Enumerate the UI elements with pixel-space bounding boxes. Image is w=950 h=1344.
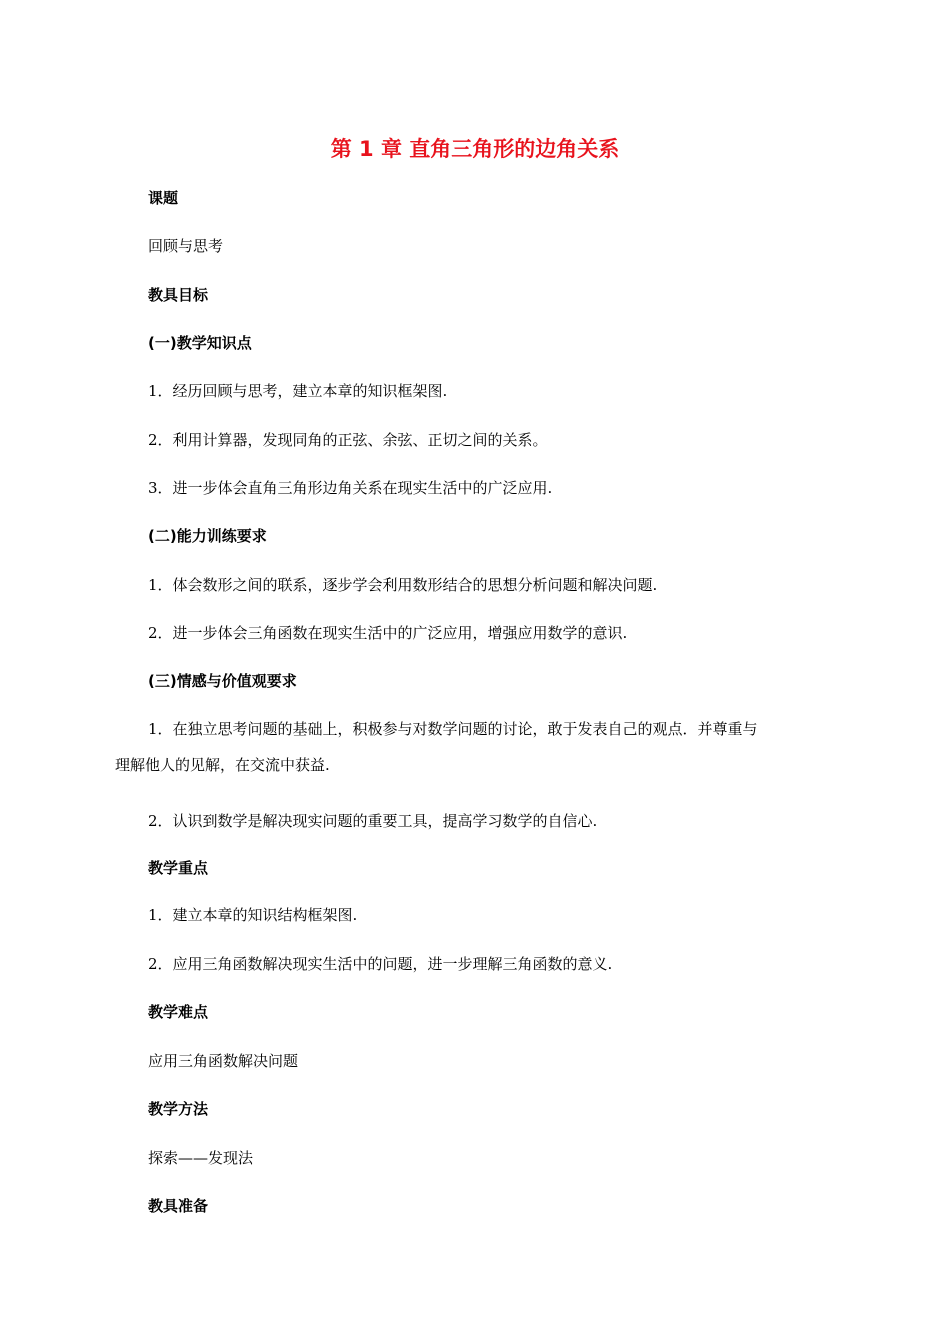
knowledge-item-1: 1．经历回顾与思考，建立本章的知识框架图. — [148, 382, 448, 400]
chapter-title: 第 1 章 直角三角形的边角关系 — [330, 137, 620, 161]
key-point-item-2: 2．应用三角函数解决现实生活中的问题，进一步理解三角函数的意义. — [148, 955, 613, 973]
method-value: 探索——发现法 — [148, 1149, 254, 1167]
method-heading: 教学方法 — [148, 1100, 209, 1118]
emotion-item-1-line-1: 1．在独立思考问题的基础上，积极参与对数学问题的讨论，敢于发表自己的观点．并尊重与 — [148, 720, 758, 738]
goals-heading: 教具目标 — [148, 286, 209, 304]
knowledge-item-2: 2．利用计算器，发现同角的正弦、余弦、正切之间的关系。 — [148, 431, 548, 449]
knowledge-item-3: 3．进一步体会直角三角形边角关系在现实生活中的广泛应用. — [148, 479, 553, 497]
emotion-item-2: 2．认识到数学是解决现实问题的重要工具，提高学习数学的自信心. — [148, 812, 598, 830]
emotion-item-1-line-2: 理解他人的见解，在交流中获益. — [115, 756, 330, 774]
lesson-heading: 课题 — [148, 189, 179, 207]
ability-item-2: 2．进一步体会三角函数在现实生活中的广泛应用，增强应用数学的意识. — [148, 624, 628, 642]
emotion-heading: (三)情感与价值观要求 — [148, 672, 297, 690]
lesson-value: 回顾与思考 — [148, 237, 224, 255]
key-point-item-1: 1．建立本章的知识结构框架图. — [148, 906, 358, 924]
ability-heading: (二)能力训练要求 — [148, 527, 267, 545]
emotion-item-1 — [115, 718, 840, 776]
key-points-heading: 教学重点 — [148, 859, 209, 877]
preparation-heading: 教具准备 — [148, 1197, 209, 1215]
knowledge-heading: (一)教学知识点 — [148, 334, 252, 352]
ability-item-1: 1．体会数形之间的联系，逐步学会利用数形结合的思想分析问题和解决问题. — [148, 576, 658, 594]
difficulty-value: 应用三角函数解决问题 — [148, 1052, 299, 1070]
difficulty-heading: 教学难点 — [148, 1003, 209, 1021]
